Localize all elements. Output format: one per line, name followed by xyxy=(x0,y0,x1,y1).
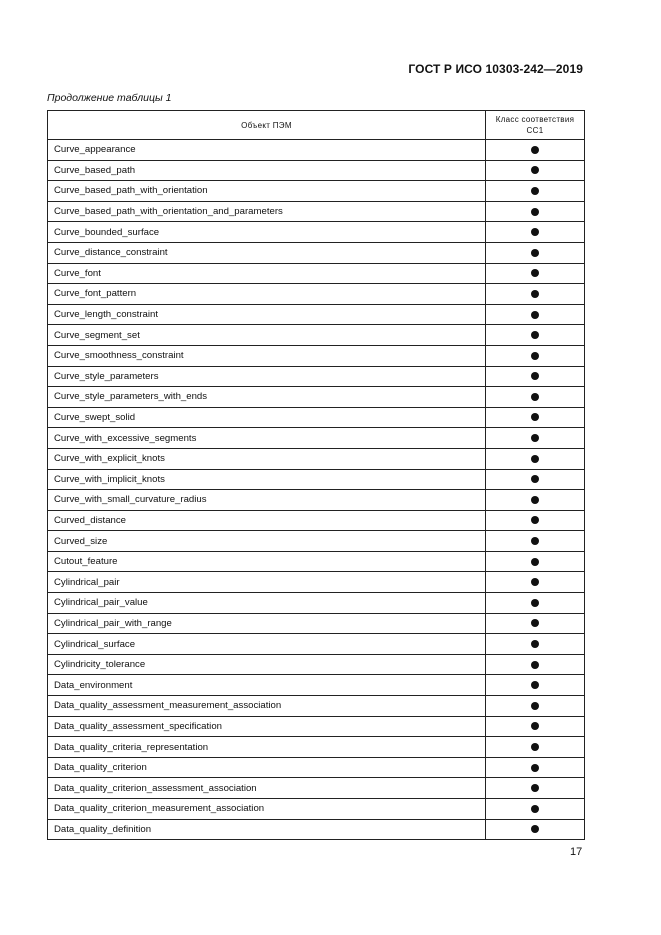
table-body xyxy=(48,140,585,840)
object-name-cell: Curve_with_implicit_knots xyxy=(48,469,486,490)
table-row xyxy=(48,778,585,799)
conformance-mark-cell xyxy=(486,716,585,737)
object-name-cell: Curve_style_parameters_with_ends xyxy=(48,387,486,408)
object-name-cell: Curve_segment_set xyxy=(48,325,486,346)
table-row xyxy=(48,572,585,593)
filled-circle-icon xyxy=(531,413,539,421)
conformance-mark-cell xyxy=(486,263,585,284)
object-name-cell: Cylindrical_pair_value xyxy=(48,593,486,614)
table-row xyxy=(48,181,585,202)
table-row xyxy=(48,284,585,305)
filled-circle-icon xyxy=(531,619,539,627)
conformance-mark-cell xyxy=(486,675,585,696)
object-name-cell: Curve_based_path xyxy=(48,160,486,181)
object-name-cell: Data_quality_criterion_measurement_association xyxy=(48,799,486,820)
table-row xyxy=(48,387,585,408)
filled-circle-icon xyxy=(531,393,539,401)
table-row xyxy=(48,819,585,840)
conformance-mark-cell xyxy=(486,345,585,366)
document-header: ГОСТ Р ИСО 10303-242—2019 xyxy=(408,62,583,76)
table-row xyxy=(48,551,585,572)
object-name-cell: Curve_bounded_surface xyxy=(48,222,486,243)
object-name-cell: Curve_based_path_with_orientation_and_parameters xyxy=(48,201,486,222)
object-name-cell: Cylindrical_pair xyxy=(48,572,486,593)
object-name-cell: Curve_based_path_with_orientation xyxy=(48,181,486,202)
conformance-mark-cell xyxy=(486,160,585,181)
table-row xyxy=(48,799,585,820)
object-name-cell: Data_quality_assessment_measurement_association xyxy=(48,696,486,717)
table-row xyxy=(48,531,585,552)
filled-circle-icon xyxy=(531,805,539,813)
filled-circle-icon xyxy=(531,537,539,545)
object-name-cell: Curve_smoothness_constraint xyxy=(48,345,486,366)
filled-circle-icon xyxy=(531,475,539,483)
object-name-cell: Data_quality_criteria_representation xyxy=(48,737,486,758)
conformance-mark-cell xyxy=(486,696,585,717)
object-name-cell: Curve_font_pattern xyxy=(48,284,486,305)
filled-circle-icon xyxy=(531,681,539,689)
filled-circle-icon xyxy=(531,640,539,648)
conformance-mark-cell xyxy=(486,448,585,469)
conformance-mark-cell xyxy=(486,407,585,428)
object-name-cell: Cylindrical_surface xyxy=(48,634,486,655)
table-row xyxy=(48,407,585,428)
conformance-mark-cell xyxy=(486,531,585,552)
conformance-mark-cell xyxy=(486,654,585,675)
conformance-mark-cell xyxy=(486,799,585,820)
table-row xyxy=(48,222,585,243)
column-header-object: Объект ПЭМ xyxy=(48,111,486,140)
conformance-mark-cell xyxy=(486,469,585,490)
conformance-mark-cell xyxy=(486,242,585,263)
table-row xyxy=(48,304,585,325)
table-row xyxy=(48,448,585,469)
conformance-mark-cell xyxy=(486,387,585,408)
table-row xyxy=(48,716,585,737)
table-row xyxy=(48,613,585,634)
filled-circle-icon xyxy=(531,455,539,463)
filled-circle-icon xyxy=(531,599,539,607)
column-header-conformance-class xyxy=(486,111,585,140)
conformance-mark-cell xyxy=(486,757,585,778)
filled-circle-icon xyxy=(531,269,539,277)
conformance-mark-cell xyxy=(486,428,585,449)
table-row xyxy=(48,654,585,675)
filled-circle-icon xyxy=(531,516,539,524)
table-continuation-label: Продолжение таблицы 1 xyxy=(47,92,172,104)
filled-circle-icon xyxy=(531,764,539,772)
column-header-class-line2: СС1 xyxy=(526,126,544,135)
object-name-cell: Curve_font xyxy=(48,263,486,284)
object-name-cell: Curve_appearance xyxy=(48,140,486,161)
object-name-cell: Cylindricity_tolerance xyxy=(48,654,486,675)
conformance-mark-cell xyxy=(486,304,585,325)
filled-circle-icon xyxy=(531,372,539,380)
table-row xyxy=(48,757,585,778)
object-name-cell: Curved_distance xyxy=(48,510,486,531)
conformance-mark-cell xyxy=(486,181,585,202)
object-name-cell: Data_quality_criterion_assessment_association xyxy=(48,778,486,799)
conformance-mark-cell xyxy=(486,284,585,305)
filled-circle-icon xyxy=(531,702,539,710)
conformance-mark-cell xyxy=(486,737,585,758)
filled-circle-icon xyxy=(531,558,539,566)
object-name-cell: Curved_size xyxy=(48,531,486,552)
conformance-mark-cell xyxy=(486,551,585,572)
object-name-cell: Data_quality_criterion xyxy=(48,757,486,778)
table-header-row xyxy=(48,111,585,140)
table-row xyxy=(48,160,585,181)
filled-circle-icon xyxy=(531,661,539,669)
table-row xyxy=(48,366,585,387)
filled-circle-icon xyxy=(531,146,539,154)
object-name-cell: Curve_with_excessive_segments xyxy=(48,428,486,449)
table-row xyxy=(48,263,585,284)
filled-circle-icon xyxy=(531,434,539,442)
filled-circle-icon xyxy=(531,743,539,751)
conformance-mark-cell xyxy=(486,572,585,593)
filled-circle-icon xyxy=(531,352,539,360)
table-row xyxy=(48,593,585,614)
table-row xyxy=(48,428,585,449)
conformance-mark-cell xyxy=(486,140,585,161)
table-row xyxy=(48,490,585,511)
filled-circle-icon xyxy=(531,290,539,298)
filled-circle-icon xyxy=(531,722,539,730)
page-number: 17 xyxy=(570,846,583,858)
filled-circle-icon xyxy=(531,208,539,216)
object-name-cell: Cutout_feature xyxy=(48,551,486,572)
conformance-mark-cell xyxy=(486,819,585,840)
object-name-cell: Data_quality_definition xyxy=(48,819,486,840)
filled-circle-icon xyxy=(531,784,539,792)
table-row xyxy=(48,469,585,490)
conformance-table xyxy=(47,110,585,840)
object-name-cell: Curve_with_explicit_knots xyxy=(48,448,486,469)
table-row xyxy=(48,510,585,531)
object-name-cell: Curve_distance_constraint xyxy=(48,242,486,263)
conformance-mark-cell xyxy=(486,201,585,222)
table-row xyxy=(48,634,585,655)
filled-circle-icon xyxy=(531,331,539,339)
table-row xyxy=(48,737,585,758)
filled-circle-icon xyxy=(531,825,539,833)
conformance-mark-cell xyxy=(486,510,585,531)
table-row xyxy=(48,696,585,717)
object-name-cell: Curve_style_parameters xyxy=(48,366,486,387)
table-row xyxy=(48,242,585,263)
object-name-cell: Curve_swept_solid xyxy=(48,407,486,428)
filled-circle-icon xyxy=(531,311,539,319)
table-row xyxy=(48,201,585,222)
filled-circle-icon xyxy=(531,496,539,504)
conformance-mark-cell xyxy=(486,366,585,387)
conformance-mark-cell xyxy=(486,222,585,243)
conformance-mark-cell xyxy=(486,593,585,614)
object-name-cell: Curve_with_small_curvature_radius xyxy=(48,490,486,511)
object-name-cell: Data_quality_assessment_specification xyxy=(48,716,486,737)
conformance-mark-cell xyxy=(486,490,585,511)
table-row xyxy=(48,140,585,161)
conformance-mark-cell xyxy=(486,613,585,634)
conformance-mark-cell xyxy=(486,634,585,655)
conformance-mark-cell xyxy=(486,325,585,346)
object-name-cell: Cylindrical_pair_with_range xyxy=(48,613,486,634)
filled-circle-icon xyxy=(531,578,539,586)
conformance-mark-cell xyxy=(486,778,585,799)
filled-circle-icon xyxy=(531,249,539,257)
filled-circle-icon xyxy=(531,187,539,195)
filled-circle-icon xyxy=(531,166,539,174)
filled-circle-icon xyxy=(531,228,539,236)
table-row xyxy=(48,345,585,366)
table-row xyxy=(48,675,585,696)
object-name-cell: Data_environment xyxy=(48,675,486,696)
object-name-cell: Curve_length_constraint xyxy=(48,304,486,325)
column-header-class-line1: Класс соответствия xyxy=(495,115,575,124)
table-row xyxy=(48,325,585,346)
